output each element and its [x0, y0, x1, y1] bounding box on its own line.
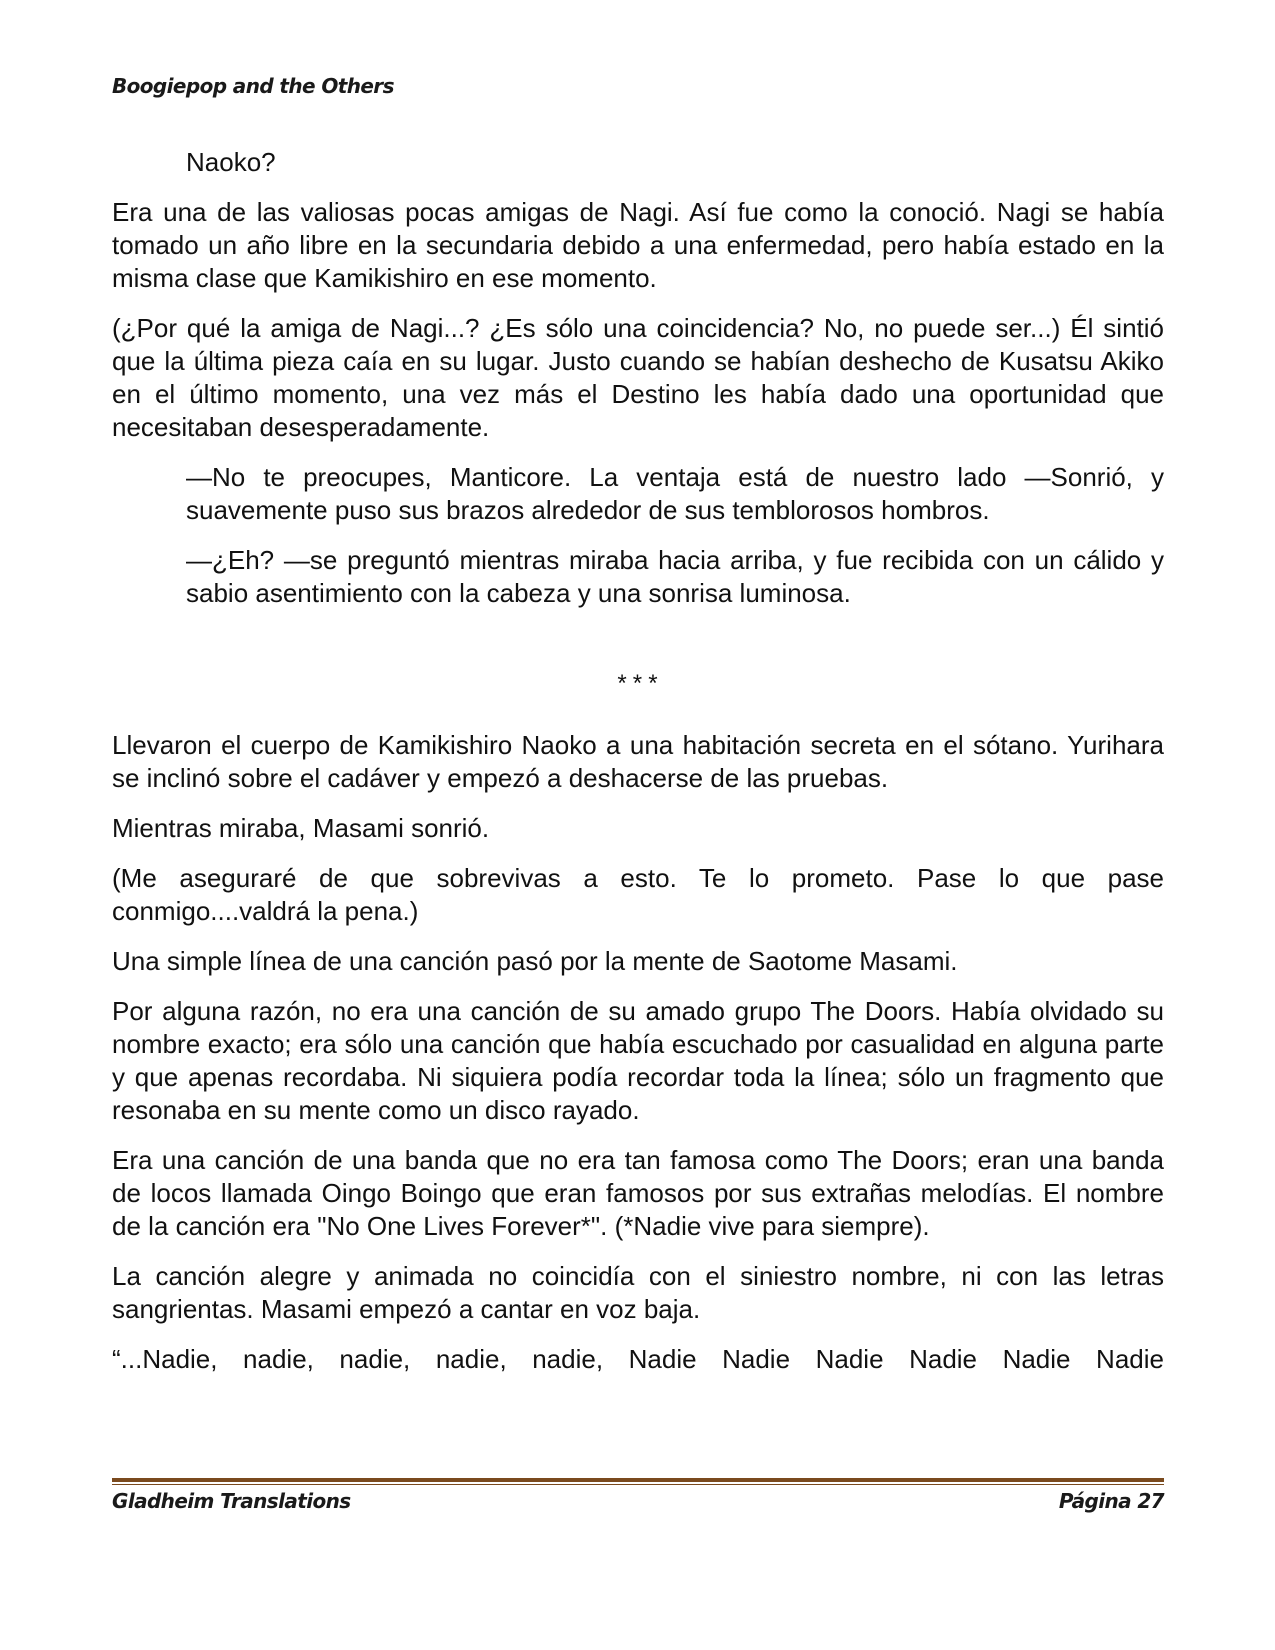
paragraph: Mientras miraba, Masami sonrió.: [112, 813, 490, 843]
paragraph: (¿Por qué la amiga de Nagi...? ¿Es sólo una coincidencia? No, no puede ser...) Él sintió que la última pieza caía en su lugar. Justo cuando se habían deshecho de Kusatsu Akiko en el último momento, una vez más el Destino les había dado una oportunidad que necesitaban desesperadamente.: [112, 313, 1164, 442]
paragraph: Era una de las valiosas pocas amigas de Nagi. Así fue como la conoció. Nagi se había tomado un año libre en la secundaria debido a una enfermedad, pero había estado en la misma clase que Kamikishiro en ese momento.: [112, 197, 1164, 293]
paragraph: La canción alegre y animada no coincidía con el siniestro nombre, ni con las letras sangrientas. Masami empezó a cantar en voz baja.: [112, 1261, 1164, 1324]
paragraph-continued: “...Nadie, nadie, nadie, nadie, nadie, Nadie Nadie Nadie Nadie Nadie Nadie: [112, 1344, 1164, 1374]
running-header-title: Boogiepop and the Others: [112, 74, 394, 98]
footer-divider-thin-line: [112, 1484, 1164, 1485]
paragraph: Era una canción de una banda que no era tan famosa como The Doors; eran una banda de locos llamada Oingo Boingo que eran famosos por sus extrañas melodías. El nombre de la canción era "No One Lives Forever*". (*Nadie vive para siempre).: [112, 1145, 1164, 1241]
dialogue-paragraph: —No te preocupes, Manticore. La ventaja está de nuestro lado —Sonrió, y suavemente puso sus brazos alrededor de sus temblorosos hombros.: [186, 462, 1164, 525]
paragraph: Naoko?: [186, 147, 276, 177]
footer-divider: [112, 1478, 1164, 1486]
body-text: [112, 146, 1164, 1376]
paragraph: Llevaron el cuerpo de Kamikishiro Naoko a una habitación secreta en el sótano. Yurihara se inclinó sobre el cadáver y empezó a deshacerse de las pruebas.: [112, 730, 1164, 793]
footer-page-number: Página 27: [1058, 1489, 1164, 1513]
dialogue-paragraph: —¿Eh? —se preguntó mientras miraba hacia arriba, y fue recibida con un cálido y sabio asentimiento con la cabeza y una sonrisa luminosa.: [186, 545, 1164, 608]
paragraph: (Me aseguraré de que sobrevivas a esto. Te lo prometo. Pase lo que pase conmigo....valdrá la pena.): [112, 863, 1164, 926]
paragraph: Por alguna razón, no era una canción de su amado grupo The Doors. Había olvidado su nombre exacto; era sólo una canción que había escuchado por casualidad en alguna parte y que apenas recordaba. Ni siquiera podía recordar toda la línea; sólo un fragmento que resonaba en su mente como un disco rayado.: [112, 996, 1164, 1125]
footer-translator-credit: Gladheim Translations: [112, 1489, 351, 1513]
paragraph: Una simple línea de una canción pasó por la mente de Saotome Masami.: [112, 946, 958, 976]
scene-separator: ***: [614, 673, 662, 700]
